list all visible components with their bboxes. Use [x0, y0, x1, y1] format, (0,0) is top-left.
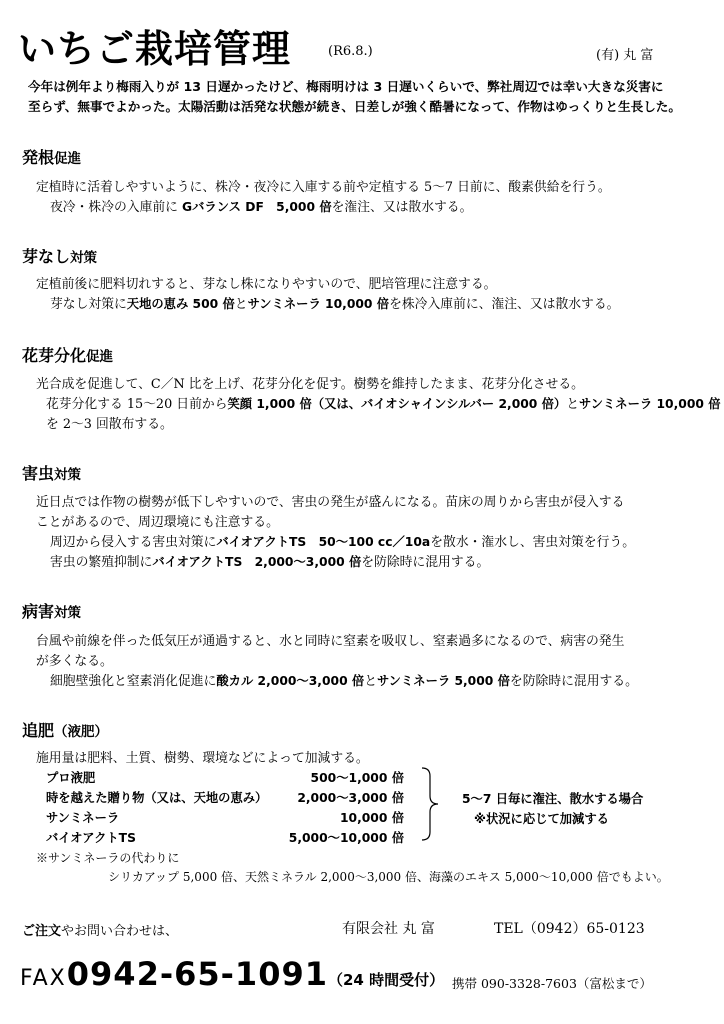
section-heading-fertilizer: [22, 718, 108, 741]
fax-number: 0942-65-1091: [66, 955, 328, 993]
section-heading-pests: [22, 461, 81, 484]
product-name: バイオアクトTS 2,000～3,000 倍: [152, 555, 362, 569]
section-title: 追肥: [22, 721, 55, 740]
product-name: バイオアクトTS 50～100 cc／10a: [216, 535, 431, 549]
right-brace-icon: [420, 766, 442, 842]
section-title-suffix: 促進: [54, 151, 82, 167]
product-name: Gバランス DF 5,000 倍: [182, 200, 332, 214]
rooting-line-1: 定植時に活着しやすいように、株冷・夜冷に入庫する前や定植する 5～7 日前に、酸素供給を行う。: [36, 180, 611, 195]
fertilizer-note-interval: 5～7 日毎に潅注、散水する場合: [462, 792, 644, 806]
pests-line-2: ことがあるので、周辺環境にも注意する。: [36, 515, 279, 530]
section-heading-flower: [22, 343, 113, 366]
section-title: 花芽分化: [22, 346, 87, 365]
disease-line-3: 細胞壁強化と窒素消化促進に酸カル 2,000～3,000 倍とサンミネーラ 5,000 倍を防除時に混用する。: [50, 674, 638, 689]
fax-hours: （24 時間受付）: [327, 971, 445, 989]
page-title: いちご栽培管理: [18, 27, 292, 71]
fax-label: FAX: [20, 966, 67, 991]
fertilizer-intro: 施用量は肥料、土質、樹勢、環境などによって加減する。: [36, 751, 369, 766]
fertilizer-rate: 10,000 倍: [339, 811, 404, 825]
fertilizer-name: プロ液肥: [46, 771, 96, 785]
pests-line-3: 周辺から侵入する害虫対策にバイオアクトTS 50～100 cc／10aを散水・潅水し、害虫対策を行う。: [50, 535, 635, 550]
section-title-suffix: 促進: [86, 349, 114, 365]
fertilizer-rate: 2,000～3,000 倍: [297, 791, 404, 805]
product-name: 酸カル 2,000～3,000 倍: [216, 674, 365, 688]
disease-line-1: 台風や前線を伴った低気圧が通過すると、水と同時に窒素を吸収し、窒素過多になるので、病害の発生: [36, 634, 625, 649]
section-heading-rooting: [22, 145, 81, 168]
section-title: 芽なし: [22, 247, 71, 266]
product-name: サンミネーラ 10,000 倍: [579, 397, 721, 411]
fertilizer-table: [46, 768, 404, 848]
fertilizer-name: 時を越えた贈り物（又は、天地の恵み）: [46, 791, 268, 805]
section-heading-disease: [22, 599, 81, 622]
product-name: サンミネーラ 5,000 倍: [377, 674, 510, 688]
budless-line-1: 定植前後に肥料切れすると、芽なし株になりやすいので、肥培管理に注意する。: [36, 277, 497, 292]
fertilizer-name: サンミネーラ: [46, 811, 120, 825]
product-name: 天地の恵み 500 倍: [126, 297, 235, 311]
product-name: 笑顔 1,000 倍（又は、バイオシャインシルバー 2,000 倍）: [227, 397, 567, 411]
disease-line-2: が多くなる。: [36, 654, 113, 669]
fertilizer-rate: 500～1,000 倍: [310, 771, 404, 785]
phone-number: TEL（0942）65-0123: [494, 921, 645, 937]
fertilizer-note-adjust: ※状況に応じて加減する: [474, 812, 609, 826]
mobile-number: 携帯 090-3328-7603（富松まで）: [452, 976, 652, 991]
section-title-suffix: 対策: [54, 605, 82, 621]
order-inquiry-text: ご注文やお問い合わせは、: [22, 924, 179, 939]
flower-line-1: 光合成を促進して、C／N 比を上げ、花芽分化を促す。樹勢を維持したまま、花芽分化させる。: [36, 377, 584, 392]
section-title: 害虫: [22, 464, 55, 483]
pests-line-1: 近日点では作物の樹勢が低下しやすいので、害虫の発生が盛んになる。苗床の周りから害虫が侵入する: [36, 495, 625, 510]
pests-line-4: 害虫の繁殖抑制にバイオアクトTS 2,000～3,000 倍を防除時に混用する。: [50, 555, 490, 570]
rooting-line-2: 夜冷・株冷の入庫前に Gバランス DF 5,000 倍を潅注、又は散水する。: [50, 200, 473, 215]
section-title-suffix: （液肥）: [54, 724, 109, 740]
company-name-header: (有) 丸 富: [596, 48, 654, 63]
section-title-suffix: 対策: [54, 467, 82, 483]
fax-line: [20, 955, 444, 993]
fertilizer-alt-line: シリカアップ 5,000 倍、天然ミネラル 2,000～3,000 倍、海藻のエキス 5,000～10,000 倍でもよい。: [108, 870, 669, 884]
fertilizer-rate: 5,000～10,000 倍: [288, 831, 404, 845]
flower-line-3: を 2～3 回散布する。: [46, 417, 173, 432]
budless-line-2: 芽なし対策に天地の恵み 500 倍とサンミネーラ 10,000 倍を株冷入庫前に、潅注、又は散水する。: [50, 297, 620, 312]
fertilizer-name: バイオアクトTS: [46, 831, 136, 845]
section-title: 病害: [22, 602, 55, 621]
section-title: 発根: [22, 148, 55, 167]
intro-line-1: 今年は例年より梅雨入りが 13 日遅かったけど、梅雨明けは 3 日遅いくらいで、弊社周辺では幸い大きな災害に: [28, 79, 664, 94]
product-name: サンミネーラ 10,000 倍: [247, 297, 390, 311]
section-heading-budless: [22, 244, 97, 267]
issue-date: (R6.8.): [328, 44, 373, 59]
section-title-suffix: 対策: [70, 250, 98, 266]
flower-line-2: 花芽分化する 15～20 日前から笑顔 1,000 倍（又は、バイオシャインシルバー 2,000 倍）とサンミネーラ 10,000 倍: [46, 397, 721, 412]
company-name-footer: 有限会社 丸 富: [342, 921, 435, 937]
order-label: ご注文: [22, 924, 62, 939]
intro-line-2: 至らず、無事でよかった。太陽活動は活発な状態が続き、日差しが強く酷暑になって、作物はゆっくりと生長した。: [28, 99, 681, 114]
fertilizer-alt-note: ※サンミネーラの代わりに: [36, 851, 180, 865]
